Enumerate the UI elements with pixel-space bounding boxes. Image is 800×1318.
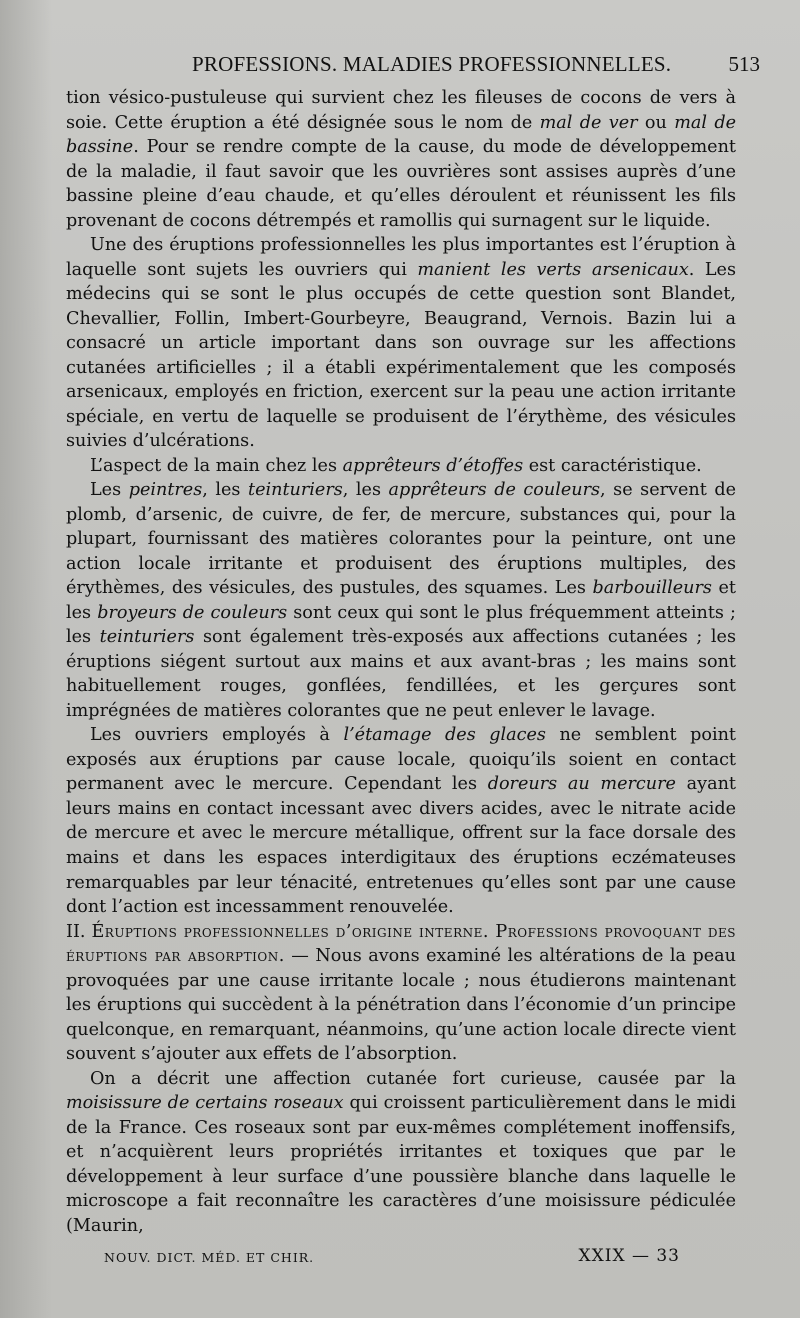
section-heading: Éruptions professionnelles d’origine interne. Professions provoquant des éruptions par absorption. [66,921,736,967]
paragraph [66,478,736,723]
italic-term: doreurs au mercure [487,774,676,795]
text-run: II. [66,921,92,942]
italic-term: apprêteurs d’étoffes [342,455,524,476]
italic-term: apprêteurs de couleurs [388,480,601,501]
text-run: L’aspect de la main chez les [90,455,343,476]
italic-term: mal de ver [539,112,638,133]
page-number: 513 [728,52,760,76]
italic-term: teinturiers [99,627,195,648]
text-run: qui croissent particulièrement dans le midi de la France. Ces roseaux sont par eux-mêmes complétement inoffensifs, et n’acquièrent leurs propriétés irritantes et toxiques que par le développement à leur surface d’une poussière blanche dans laquelle le microscope a fait reconnaître les caractères d’une moisissure pédiculée (Maurin, [66,1093,736,1236]
text-run: Les ouvriers employés à [90,725,344,746]
text-run: On a décrit une affection cutanée fort curieuse, causée par la [90,1068,736,1089]
text-run: . Pour se rendre compte de la cause, du mode de développement de la maladie, il faut savoir que les ouvrières sont assises auprès d’une bassine pleine d’eau chaude, et qu’elles déroulent et réunissent les fils provenant de cocons détrempés et ramollis qui surnagent sur le liquide. [66,137,736,231]
text-run: , les [202,480,249,501]
text-run: , se servent de plomb, d’arsenic, de cuivre, de fer, de mercure, substances qui, pour la plupart, fournissant des matières colorantes pour la peinture, ont une action locale irritante et produisent des éruptions multiples, des érythèmes, des vésicules, des pustules, des squames. Les [66,480,736,599]
paragraph [66,1067,736,1239]
footer-publication: NOUV. DICT. MÉD. ET CHIR. [104,1250,315,1265]
text-run: ne semblent point exposés aux éruptions par cause locale, quoiqu’ils soient en contact permanent avec le mercure. Cependant les [66,725,736,795]
italic-term: teinturiers [248,480,343,501]
text-run: , les [342,480,389,501]
italic-term: manient les verts arsenicaux [417,259,689,280]
text-run: sont ceux qui sont le plus fréquemment atteints ; les [66,602,736,648]
paragraph [66,920,736,1067]
paragraph [66,233,736,454]
page-header [66,52,760,86]
text-run: et les [66,578,736,623]
footer-volume-signature: XXIX — 33 [578,1246,680,1266]
italic-term: peintres [128,480,203,501]
paragraph [66,86,736,233]
running-head: PROFESSIONS. MALADIES PROFESSIONNELLES. [192,52,672,76]
text-run: Les [90,480,129,501]
italic-term: l’étamage des glaces [343,725,546,746]
text-run: — Nous avons examiné les altérations de la peau provoquées par une cause irritante locale ; nous étudierons maintenant les éruptions qui succèdent à la pénétration dans l’économie d’un principe quelconque, en remarquant, néanmoins, qu’une action locale directe vient souvent s’ajouter aux effets de l’absorption. [66,946,736,1065]
page-edge-shadow [0,0,52,1318]
italic-term: barbouilleurs [592,578,712,599]
text-run: est caractéristique. [523,455,702,476]
italic-term: mal de bassine [66,112,737,158]
text-run: Une des éruptions professionnelles les plus importantes est l’éruption à laquelle sont sujets les ouvriers qui [66,235,736,280]
text-run: sont également très-exposés aux affections cutanées ; les éruptions siégent surtout aux mains et aux avant-bras ; les mains sont habituellement rouges, gonflées, fendillées, et les gerçures sont imprégnées de matières colorantes que ne peut enlever le lavage. [66,627,736,721]
paragraph [66,723,736,919]
text-run: ayant leurs mains en contact incessant avec divers acides, avec le nitrate acide de mercure et avec le mercure métallique, offrent sur la face dorsale des mains et dans les espaces interdigitaux des éruptions eczémateuses remarquables par leur ténacité, entretenues qu’elles sont par une cause dont l’action est incessamment renouvelée. [66,774,736,918]
body-text [66,86,736,1238]
text-run: ou [637,112,675,133]
paragraph [66,454,736,479]
page-footer [104,1246,680,1270]
italic-term: broyeurs de couleurs [97,602,288,623]
text-run: . Les médecins qui se sont le plus occupés de cette question sont Blandet, Chevallier, Follin, Imbert-Gourbeyre, Beaugrand, Vernois. Bazin lui a consacré un article important dans son ouvrage sur les affections cutanées artificielles ; il a établi expérimentalement que les composés arsenicaux, employés en friction, exercent sur la peau une action irritante spéciale, en vertu de laquelle se produisent de l’érythème, des vésicules suivies d’ulcérations. [66,259,736,452]
text-run: tion vésico-pustuleuse qui survient chez les fileuses de cocons de vers à soie. Cette éruption a été désignée sous le nom de [66,88,736,133]
italic-term: moisissure de certains roseaux [66,1093,344,1114]
